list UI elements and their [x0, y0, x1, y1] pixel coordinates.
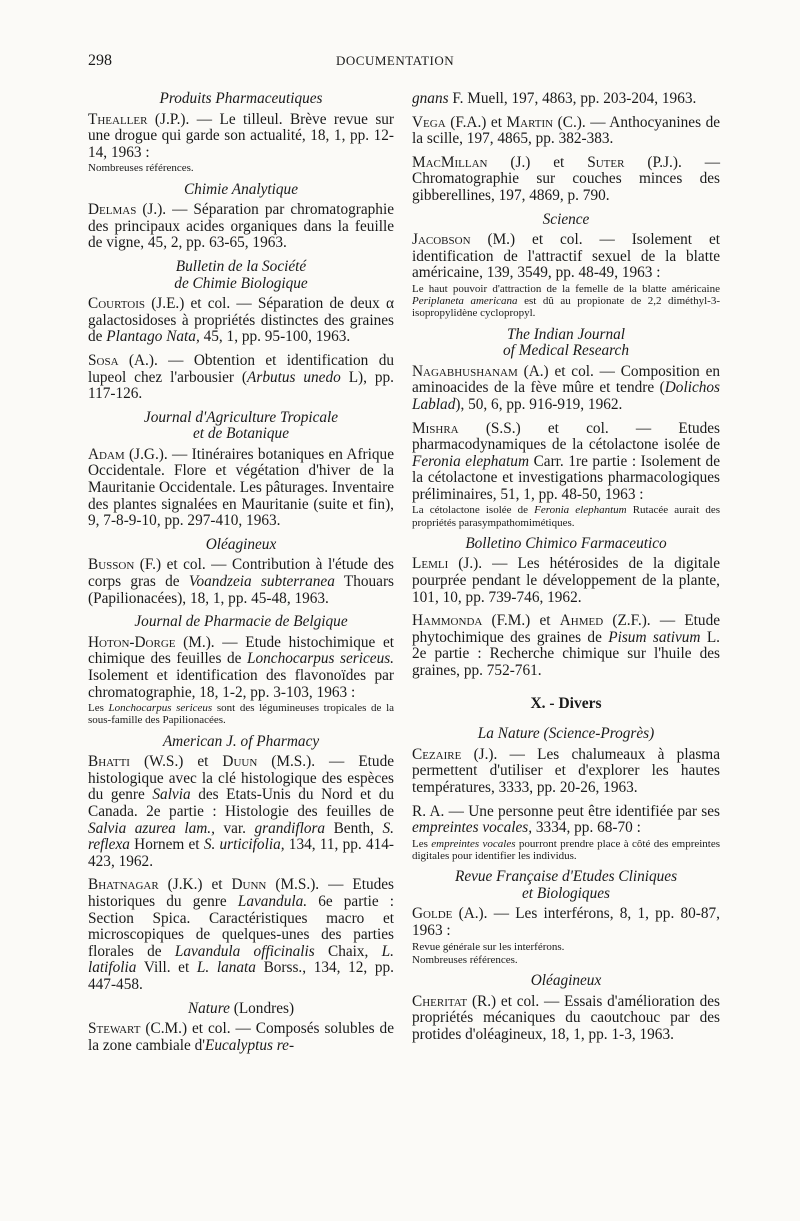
journal-heading: Revue Française d'Etudes Cliniques et Biologiques	[454, 868, 678, 902]
entry-note: Revue générale sur les interférons.	[412, 940, 565, 953]
bibliography-entry: Golde (A.). — Les interférons, 8, 1, pp. 80-87, 1963 : Revue générale sur les interférons. Nombreuses références.	[412, 905, 720, 966]
bibliography-entry: Bhatnagar (J.K.) et Dunn (M.S.). — Etudes historiques du genre Lavandula. 6e partie : Section Spica. Caractéristiques macro et microscopiques de quelques-unes des parties florales de Lavandula officinalis Chaix, L. latifolia Vill. et L. lanata Borss., 134, 12, pp. 447-458.	[88, 876, 395, 993]
bibliography-entry: Bhatti (W.S.) et Duun (M.S.). — Etude histologique avec la clé histologique des espèces du genre Salvia des Etats-Unis du Nord et du Canada. 2e partie : Histologie des feuilles de Salvia azurea lam., var. grandiflora Benth, S. reflexa Hornem et S. urticifolia, 134, 11, pp. 414-423, 1962.	[88, 753, 395, 870]
entry-note: La cétolactone isolée de Feronia elephantum Rutacée aurait des propriétés parasympathomimétiques.	[412, 504, 721, 529]
bibliography-entry: R. A. — Une personne peut être identifiée par ses empreintes vocales, 3334, pp. 68-70 : Les empreintes vocales pourront prendre place à côté des empreintes digitales pour identifier les individus.	[412, 802, 721, 862]
running-title: DOCUMENTATION	[336, 53, 455, 68]
journal-heading: Produits Pharmaceutiques	[159, 90, 323, 107]
entry-note: Les empreintes vocales pourront prendre place à côté des empreintes digitales pour identifier les individus.	[412, 837, 721, 862]
entry-note: Les Lonchocarpus sericeus sont des légumineuses tropicales de la sous-famille des Papilionacées.	[88, 702, 395, 727]
bibliography-entry: Cezaire (J.). — Les chalumeaux à plasma permettent d'utiliser et d'explorer les hautes températures, 3333, pp. 20-26, 1963.	[412, 745, 720, 797]
left-column	[88, 91, 394, 1061]
entry-note: Nombreuses références.	[88, 162, 194, 175]
bibliography-entry: Thealler (J.P.). — Le tilleul. Brève revue sur une drogue qui garde son actualité, 18, 1, pp. 12-14, 1963 : Nombreuses références.	[88, 110, 395, 175]
bibliography-entry: Courtois (J.E.) et col. — Séparation de deux α galactosidoses à propriétés distinctes des graines de Plantago Nata, 45, 1, pp. 95-100, 1963.	[88, 295, 395, 346]
bibliography-entry: Jacobson (M.) et col. — Isolement et identification de l'attractif sexuel de la blatte américaine, 139, 3549, pp. 48-49, 1963 : Le haut pouvoir d'attraction de la femelle de la blatte américaine Periplaneta americana est dû au propionate de 2,2 diméthyl-3-isopropylidène cyclopropyl.	[412, 231, 721, 320]
bibliography-entry: Nagabhushanam (A.) et col. — Composition en aminoacides de la fève mûre et tendre (Dolichos Lablad), 50, 6, pp. 916-919, 1962.	[412, 362, 721, 413]
journal-heading: Oléagineux	[205, 535, 277, 553]
bibliography-entry: Adam (J.G.). — Itinéraires botaniques en Afrique Occidentale. Flore et végétation d'hiver de la Mauritanie Occidentale. Les pâturages. Inventaire des plantes signalées en Mauritanie (suite et fin), 9, 7-8-9-10, pp. 297-410, 1963.	[88, 445, 394, 530]
journal-heading: Science	[542, 210, 590, 228]
bibliography-entry: Busson (F.) et col. — Contribution à l'étude des corps gras de Voandzeia subterranea Thouars (Papilionacées), 18, 1, pp. 45-48, 1963.	[88, 556, 394, 607]
bibliography-entry: Vega (F.A.) et Martin (C.). — Anthocyanines de la scille, 197, 4865, pp. 382-383.	[412, 113, 721, 148]
journal-heading: Journal de Pharmacie de Belgique	[134, 613, 348, 631]
bibliography-entry: Stewart (C.M.) et col. — Composés solubles de la zone cambiale d'Eucalyptus re-	[88, 1020, 394, 1054]
journal-heading: Journal d'Agriculture Tropicale et de Botanique	[143, 408, 339, 443]
section-title: X. - Divers	[530, 694, 602, 712]
entry-note: Nombreuses références.	[412, 953, 518, 966]
bibliography-entry: Cheritat (R.) et col. — Essais d'amélioration des propriétés mécaniques du caoutchouc par des protides d'oléagineux, 18, 1, pp. 1-3, 1963.	[412, 992, 720, 1043]
bibliography-entry: Hammonda (F.M.) et Ahmed (Z.F.). — Etude phytochimique des graines de Pisum sativum L. 2e partie : Recherche chimique sur l'huile des graines, pp. 752-761.	[412, 612, 721, 680]
bibliography-entry: Hoton-Dorge (M.). — Etude histochimique et chimique des feuilles de Lonchocarpus sericeus. Isolement et identification des flavonoïdes par chromatographie, 18, 1-2, pp. 3-103, 1963 : Les Lonchocarpus sericeus sont des légumineuses tropicales de la sous-famille des Papilionacées.	[88, 633, 395, 727]
bibliography-entry: MacMillan (J.) et Suter (P.J.). — Chromatographie sur couches minces des gibberellines, 197, 4869, p. 790.	[412, 153, 720, 204]
page-number: 298	[88, 52, 112, 69]
journal-heading: Bolletino Chimico Farmaceutico	[465, 534, 667, 552]
bibliography-entry: Sosa (A.). — Obtention et identification du lupeol chez l'arbousier (Arbutus unedo L), pp. 117-126.	[88, 351, 394, 403]
bibliography-entry: gnans F. Muell, 197, 4863, pp. 203-204, 1963.	[412, 90, 697, 107]
bibliography-entry: Mishra (S.S.) et col. — Etudes pharmacodynamiques de la cétolactone isolée de Feronia elephatum Carr. 1re partie : Isolement de la cétolactone et investigations pharmacologiques préliminaires, 51, 1, pp. 48-50, 1963 : La cétolactone isolée de Feronia elephantum Rutacée aurait des propriétés parasympathomimétiques.	[412, 419, 721, 529]
journal-heading: Nature (Londres)	[187, 999, 295, 1017]
journal-heading: La Nature (Science-Progrès)	[477, 725, 655, 743]
right-column	[412, 91, 720, 1050]
journal-heading: Oléagineux	[530, 971, 602, 989]
bibliography-entry: Lemli (J.). — Les hétérosides de la digitale pourprée pendant le développement de la plante, 101, 10, pp. 739-746, 1962.	[412, 555, 720, 606]
journal-heading: American J. of Pharmacy	[162, 732, 320, 750]
journal-heading: Chimie Analytique	[183, 180, 298, 198]
bibliography-entry: Delmas (J.). — Séparation par chromatographie des principaux acides organiques dans la feuille de vigne, 45, 2, pp. 63-65, 1963.	[88, 201, 394, 252]
journal-heading: Bulletin de la Société de Chimie Biologique	[174, 257, 308, 292]
entry-note: Le haut pouvoir d'attraction de la femelle de la blatte américaine Periplaneta americana est dû au propionate de 2,2 diméthyl-3-isopropylidène cyclopropyl.	[412, 282, 720, 320]
journal-heading: The Indian Journal of Medical Research	[502, 325, 629, 360]
